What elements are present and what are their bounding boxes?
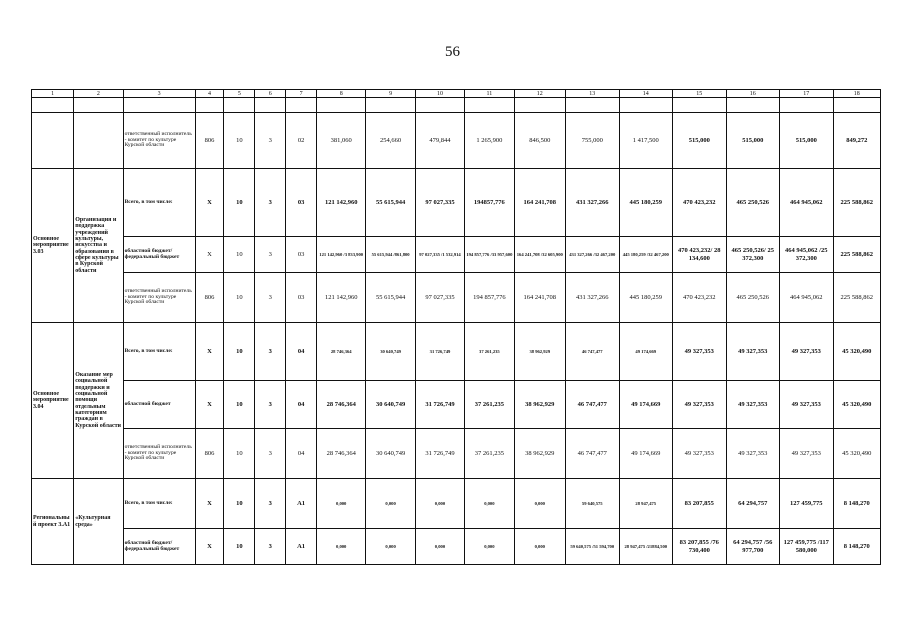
table-row	[32, 113, 881, 169]
table-row	[32, 273, 881, 323]
header-cell: 17	[780, 90, 834, 98]
header-cell: 5	[224, 90, 255, 98]
measure-name-cell: Основное мероприятие 3.04	[32, 323, 74, 479]
code-cell: 10	[224, 113, 255, 169]
amount-cell: 49 327,353	[673, 381, 727, 429]
code-cell: 04	[286, 323, 317, 381]
amount-cell: 464 945,062 /25 372,300	[780, 237, 834, 273]
amount-cell: 515,000	[780, 113, 834, 169]
code-cell: 10	[224, 381, 255, 429]
empty-cell	[317, 98, 366, 113]
measure-name-cell: Основное мероприятие 3.03	[32, 169, 74, 323]
amount-cell: 0,000	[317, 529, 366, 565]
funding-source-cell: областной бюджет/ федеральный бюджет	[123, 529, 195, 565]
code-cell: 10	[224, 237, 255, 273]
code-cell: 3	[255, 429, 286, 479]
amount-cell: 83 207,855 /76 730,400	[673, 529, 727, 565]
measure-description-cell: «Культурная среда»	[74, 479, 123, 565]
amount-cell: 194 857,776 /33 957,600	[465, 237, 514, 273]
amount-cell: 59 640,575	[566, 479, 620, 529]
code-cell: 3	[255, 273, 286, 323]
amount-cell: 121 142,960	[317, 169, 366, 237]
header-cell: 14	[619, 90, 673, 98]
amount-cell: 755,000	[566, 113, 620, 169]
funding-source-cell: Всего, в том числе:	[123, 169, 195, 237]
amount-cell: 97 027,335 /1 532,914	[415, 237, 464, 273]
amount-cell: 49 327,353	[780, 381, 834, 429]
spacer-row	[32, 98, 881, 113]
amount-cell: 83 207,855	[673, 479, 727, 529]
amount-cell: 30 640,749	[366, 323, 415, 381]
code-cell: 10	[224, 429, 255, 479]
amount-cell: 225 588,862	[833, 273, 880, 323]
code-cell: 3	[255, 237, 286, 273]
amount-cell: 31 726,749	[415, 429, 464, 479]
code-cell: X	[195, 479, 224, 529]
funding-source-cell: ответственный исполнитель - комитет по культуре Курской области	[123, 273, 195, 323]
amount-cell: 49 327,353	[726, 323, 780, 381]
amount-cell: 28 947,475	[619, 479, 673, 529]
amount-cell: 127 459,775 /117 580,000	[780, 529, 834, 565]
header-cell: 8	[317, 90, 366, 98]
amount-cell: 164 241,708 /32 605,900	[514, 237, 565, 273]
empty-cell	[780, 98, 834, 113]
amount-cell: 0,000	[465, 479, 514, 529]
amount-cell: 37 261,235	[465, 381, 514, 429]
measure-description-cell: Организация и поддержка учреждений культуры, искусства и образования в сфере культуры в Курской области	[74, 169, 123, 323]
empty-cell	[366, 98, 415, 113]
empty-cell	[833, 98, 880, 113]
empty-cell	[123, 98, 195, 113]
amount-cell: 445 180,259	[619, 273, 673, 323]
code-cell: 3	[255, 323, 286, 381]
header-cell: 11	[465, 90, 514, 98]
amount-cell: 431 327,266	[566, 273, 620, 323]
header-cell: 4	[195, 90, 224, 98]
code-cell: X	[195, 169, 224, 237]
amount-cell: 194857,776	[465, 169, 514, 237]
amount-cell: 445 180,259 /32 467,200	[619, 237, 673, 273]
amount-cell: 30 640,749	[366, 429, 415, 479]
code-cell: 04	[286, 429, 317, 479]
amount-cell: 49 174,669	[619, 429, 673, 479]
amount-cell: 55 615,944 /861,800	[366, 237, 415, 273]
amount-cell: 28 947,475 /21884,500	[619, 529, 673, 565]
funding-source-cell: Всего, в том числе:	[123, 479, 195, 529]
header-cell: 13	[566, 90, 620, 98]
amount-cell: 64 294,757 /56 977,700	[726, 529, 780, 565]
code-cell: 10	[224, 169, 255, 237]
amount-cell: 121 142,960 /3 833,900	[317, 237, 366, 273]
measure-name-cell: Региональный проект 3.А1	[32, 479, 74, 565]
code-cell: 806	[195, 429, 224, 479]
amount-cell: 470 423,232	[673, 273, 727, 323]
funding-source-cell: Всего, в том числе:	[123, 323, 195, 381]
amount-cell: 49 327,353	[726, 381, 780, 429]
header-cell: 16	[726, 90, 780, 98]
amount-cell: 464 945,062	[780, 273, 834, 323]
amount-cell: 28 746,364	[317, 429, 366, 479]
code-cell: 03	[286, 237, 317, 273]
amount-cell: 55 615,944	[366, 273, 415, 323]
empty-cell	[74, 98, 123, 113]
header-cell: 3	[123, 90, 195, 98]
amount-cell: 30 640,749	[366, 381, 415, 429]
amount-cell: 470 423,232/ 28 134,600	[673, 237, 727, 273]
table-row	[32, 479, 881, 529]
code-cell: А1	[286, 479, 317, 529]
funding-source-cell: областной бюджет/ федеральный бюджет	[123, 237, 195, 273]
funding-source-cell: ответственный исполнитель - комитет по культуре Курской области	[123, 429, 195, 479]
amount-cell: 445 180,259	[619, 169, 673, 237]
funding-source-cell: ответственный исполнитель - комитет по культуре Курской области	[123, 113, 195, 169]
amount-cell: 1 265,900	[465, 113, 514, 169]
amount-cell: 431 327,266 /32 467,200	[566, 237, 620, 273]
amount-cell: 1 417,500	[619, 113, 673, 169]
amount-cell: 0,000	[366, 529, 415, 565]
code-cell: 03	[286, 273, 317, 323]
amount-cell: 465 250,526	[726, 169, 780, 237]
amount-cell: 0,000	[366, 479, 415, 529]
table-row	[32, 381, 881, 429]
code-cell: 3	[255, 113, 286, 169]
amount-cell: 465 250,526/ 25 372,300	[726, 237, 780, 273]
empty-cell	[619, 98, 673, 113]
amount-cell: 97 027,335	[415, 169, 464, 237]
amount-cell: 37 261,235	[465, 323, 514, 381]
amount-cell: 0,000	[514, 529, 565, 565]
amount-cell: 46 747,477	[566, 323, 620, 381]
code-cell: X	[195, 529, 224, 565]
amount-cell: 194 857,776	[465, 273, 514, 323]
measure-description-cell	[74, 113, 123, 169]
code-cell: 3	[255, 479, 286, 529]
header-cell: 6	[255, 90, 286, 98]
amount-cell: 121 142,960	[317, 273, 366, 323]
amount-cell: 55 615,944	[366, 169, 415, 237]
amount-cell: 465 250,526	[726, 273, 780, 323]
amount-cell: 464 945,062	[780, 169, 834, 237]
amount-cell: 846,500	[514, 113, 565, 169]
amount-cell: 0,000	[415, 479, 464, 529]
empty-cell	[224, 98, 255, 113]
amount-cell: 0,000	[465, 529, 514, 565]
amount-cell: 49 327,353	[726, 429, 780, 479]
amount-cell: 49 327,353	[780, 323, 834, 381]
code-cell: 3	[255, 169, 286, 237]
table-row	[32, 169, 881, 237]
amount-cell: 38 962,929	[514, 323, 565, 381]
amount-cell: 381,060	[317, 113, 366, 169]
amount-cell: 0,000	[317, 479, 366, 529]
amount-cell: 28 746,364	[317, 381, 366, 429]
amount-cell: 164 241,708	[514, 273, 565, 323]
amount-cell: 97 027,335	[415, 273, 464, 323]
code-cell: X	[195, 237, 224, 273]
empty-cell	[514, 98, 565, 113]
header-cell: 15	[673, 90, 727, 98]
empty-cell	[415, 98, 464, 113]
amount-cell: 59 640,575 /51 594,700	[566, 529, 620, 565]
amount-cell: 0,000	[415, 529, 464, 565]
header-cell: 10	[415, 90, 464, 98]
header-cell: 1	[32, 90, 74, 98]
header-cell: 2	[74, 90, 123, 98]
amount-cell: 0,000	[514, 479, 565, 529]
amount-cell: 45 320,490	[833, 381, 880, 429]
amount-cell: 38 962,929	[514, 429, 565, 479]
code-cell: 10	[224, 323, 255, 381]
amount-cell: 64 294,757	[726, 479, 780, 529]
code-cell: А1	[286, 529, 317, 565]
funding-source-cell: областной бюджет	[123, 381, 195, 429]
empty-cell	[566, 98, 620, 113]
code-cell: X	[195, 323, 224, 381]
amount-cell: 8 148,270	[833, 529, 880, 565]
empty-cell	[465, 98, 514, 113]
code-cell: 10	[224, 529, 255, 565]
table-row	[32, 529, 881, 565]
amount-cell: 49 327,353	[673, 429, 727, 479]
amount-cell: 49 327,353	[780, 429, 834, 479]
amount-cell: 37 261,235	[465, 429, 514, 479]
page-number: 56	[445, 44, 460, 60]
table-row	[32, 429, 881, 479]
code-cell: 3	[255, 529, 286, 565]
header-cell: 12	[514, 90, 565, 98]
amount-cell: 38 962,929	[514, 381, 565, 429]
empty-cell	[32, 98, 74, 113]
header-cell: 7	[286, 90, 317, 98]
table-row	[32, 323, 881, 381]
amount-cell: 225 588,862	[833, 169, 880, 237]
empty-cell	[726, 98, 780, 113]
amount-cell: 49 174,669	[619, 381, 673, 429]
amount-cell: 431 327,266	[566, 169, 620, 237]
amount-cell: 479,844	[415, 113, 464, 169]
empty-cell	[195, 98, 224, 113]
amount-cell: 45 320,490	[833, 429, 880, 479]
code-cell: 10	[224, 479, 255, 529]
amount-cell: 46 747,477	[566, 381, 620, 429]
amount-cell: 49 174,669	[619, 323, 673, 381]
amount-cell: 164 241,708	[514, 169, 565, 237]
amount-cell: 470 423,232	[673, 169, 727, 237]
amount-cell: 46 747,477	[566, 429, 620, 479]
amount-cell: 515,000	[726, 113, 780, 169]
amount-cell: 127 459,775	[780, 479, 834, 529]
code-cell: X	[195, 381, 224, 429]
code-cell: 10	[224, 273, 255, 323]
code-cell: 04	[286, 381, 317, 429]
measure-name-cell	[32, 113, 74, 169]
amount-cell: 45 320,490	[833, 323, 880, 381]
header-cell: 9	[366, 90, 415, 98]
measure-description-cell: Оказание мер социальной поддержки и социальной помощи отдельным категориям граждан в Курской области	[74, 323, 123, 479]
header-cell: 18	[833, 90, 880, 98]
code-cell: 3	[255, 381, 286, 429]
amount-cell: 31 726,749	[415, 323, 464, 381]
amount-cell: 849,272	[833, 113, 880, 169]
empty-cell	[286, 98, 317, 113]
code-cell: 02	[286, 113, 317, 169]
amount-cell: 225 588,862	[833, 237, 880, 273]
code-cell: 806	[195, 273, 224, 323]
amount-cell: 49 327,353	[673, 323, 727, 381]
amount-cell: 254,660	[366, 113, 415, 169]
empty-cell	[255, 98, 286, 113]
code-cell: 806	[195, 113, 224, 169]
amount-cell: 31 726,749	[415, 381, 464, 429]
header-row	[32, 90, 881, 98]
amount-cell: 515,000	[673, 113, 727, 169]
amount-cell: 28 746,364	[317, 323, 366, 381]
empty-cell	[673, 98, 727, 113]
budget-table	[31, 89, 881, 565]
code-cell: 03	[286, 169, 317, 237]
amount-cell: 8 148,270	[833, 479, 880, 529]
table-row	[32, 237, 881, 273]
